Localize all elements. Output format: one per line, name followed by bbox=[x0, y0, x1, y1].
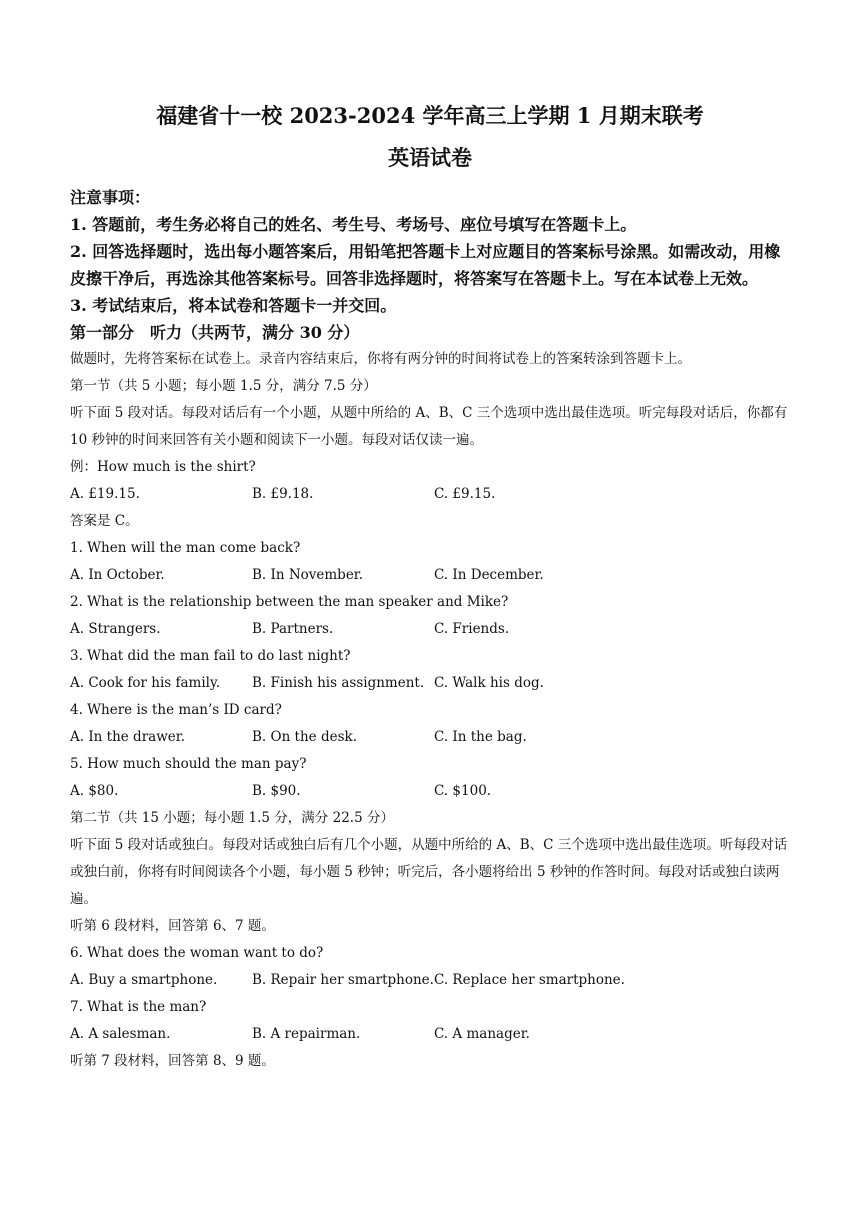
part1-heading: 第一部分 听力（共两节，满分 30 分） bbox=[70, 323, 360, 342]
question-3: 3. What did the man fail to do last night? bbox=[70, 648, 351, 664]
option-a: A. In October. bbox=[70, 567, 165, 583]
option-a: A. A salesman. bbox=[70, 1026, 171, 1042]
option-c: C. £9.15. bbox=[434, 486, 496, 502]
example-options bbox=[70, 481, 790, 508]
option-a: A. Strangers. bbox=[70, 621, 161, 637]
question-4-options bbox=[70, 724, 790, 751]
option-a: A. £19.15. bbox=[70, 486, 140, 502]
notice-heading: 注意事项： bbox=[70, 188, 151, 207]
notice-item-2: 2. 回答选择题时，选出每小题答案后，用铅笔把答题卡上对应题目的答案标号涂黑。如需改动，用橡皮擦干净后，再选涂其他答案标号。回答非选择题时，将答案写在答题卡上。写在本试卷上无效。 bbox=[70, 242, 781, 288]
example-question: 例：How much is the shirt? bbox=[70, 459, 256, 475]
question-5-options bbox=[70, 778, 790, 805]
material-6-label: 听第 6 段材料，回答第 6、7 题。 bbox=[70, 918, 275, 934]
question-7-options bbox=[70, 1021, 790, 1048]
question-1: 1. When will the man come back? bbox=[70, 540, 301, 556]
question-2-options bbox=[70, 616, 790, 643]
question-7: 7. What is the man? bbox=[70, 999, 207, 1015]
question-5: 5. How much should the man pay? bbox=[70, 756, 307, 772]
option-b: B. On the desk. bbox=[252, 729, 357, 745]
option-b: B. Finish his assignment. bbox=[252, 675, 425, 691]
question-4: 4. Where is the man’s ID card? bbox=[70, 702, 282, 718]
option-a: A. In the drawer. bbox=[70, 729, 186, 745]
section2-instruction: 听下面 5 段对话或独白。每段对话或独白后有几个小题，从题中所给的 A、B、C 三个选项中选出最佳选项。听每段对话或独白前，你将有时间阅读各个小题，每小题 5 秒钟；听完后，各小题将给出 5 秒钟的作答时间。每段对话或独白读两遍。 bbox=[70, 837, 788, 907]
section2-heading: 第二节（共 15 小题；每小题 1.5 分，满分 22.5 分） bbox=[70, 810, 394, 826]
example-answer: 答案是 C。 bbox=[70, 513, 139, 529]
exam-subtitle: 英语试卷 bbox=[388, 145, 472, 170]
option-c: C. $100. bbox=[434, 783, 492, 799]
option-c: C. In December. bbox=[434, 567, 544, 583]
part1-instruction: 做题时，先将答案标在试卷上。录音内容结束后，你将有两分钟的时间将试卷上的答案转涂到答题卡上。 bbox=[70, 351, 691, 367]
notice-item-3: 3. 考试结束后，将本试卷和答题卡一并交回。 bbox=[70, 296, 397, 315]
section1-heading: 第一节（共 5 小题；每小题 1.5 分，满分 7.5 分） bbox=[70, 378, 377, 394]
option-b: B. A repairman. bbox=[252, 1026, 361, 1042]
exam-page bbox=[70, 98, 790, 1075]
question-6: 6. What does the woman want to do? bbox=[70, 945, 324, 961]
exam-title: 福建省十一校 2023-2024 学年高三上学期 1 月期末联考 bbox=[156, 103, 704, 128]
question-6-options bbox=[70, 967, 790, 994]
notice-item-1: 1. 答题前，考生务必将自己的姓名、考生号、考场号、座位号填写在答题卡上。 bbox=[70, 215, 637, 234]
option-b: B. £9.18. bbox=[252, 486, 314, 502]
option-c: C. A manager. bbox=[434, 1026, 530, 1042]
option-a: A. Cook for his family. bbox=[70, 675, 221, 691]
question-2: 2. What is the relationship between the man speaker and Mike? bbox=[70, 594, 509, 610]
option-b: B. In November. bbox=[252, 567, 364, 583]
option-a: A. $80. bbox=[70, 783, 119, 799]
question-3-options bbox=[70, 670, 790, 697]
option-a: A. Buy a smartphone. bbox=[70, 972, 218, 988]
question-1-options bbox=[70, 562, 790, 589]
option-c: C. In the bag. bbox=[434, 729, 527, 745]
option-b: B. $90. bbox=[252, 783, 301, 799]
section1-instruction: 听下面 5 段对话。每段对话后有一个小题，从题中所给的 A、B、C 三个选项中选出最佳选项。听完每段对话后，你都有 10 秒钟的时间来回答有关小题和阅读下一小题。每段对话仅读一遍。 bbox=[70, 405, 788, 448]
option-b: B. Repair her smartphone. bbox=[252, 972, 434, 988]
option-c: C. Walk his dog. bbox=[434, 675, 544, 691]
option-b: B. Partners. bbox=[252, 621, 334, 637]
material-7-label: 听第 7 段材料，回答第 8、9 题。 bbox=[70, 1053, 275, 1069]
option-c: C. Friends. bbox=[434, 621, 510, 637]
option-c: C. Replace her smartphone. bbox=[434, 972, 625, 988]
